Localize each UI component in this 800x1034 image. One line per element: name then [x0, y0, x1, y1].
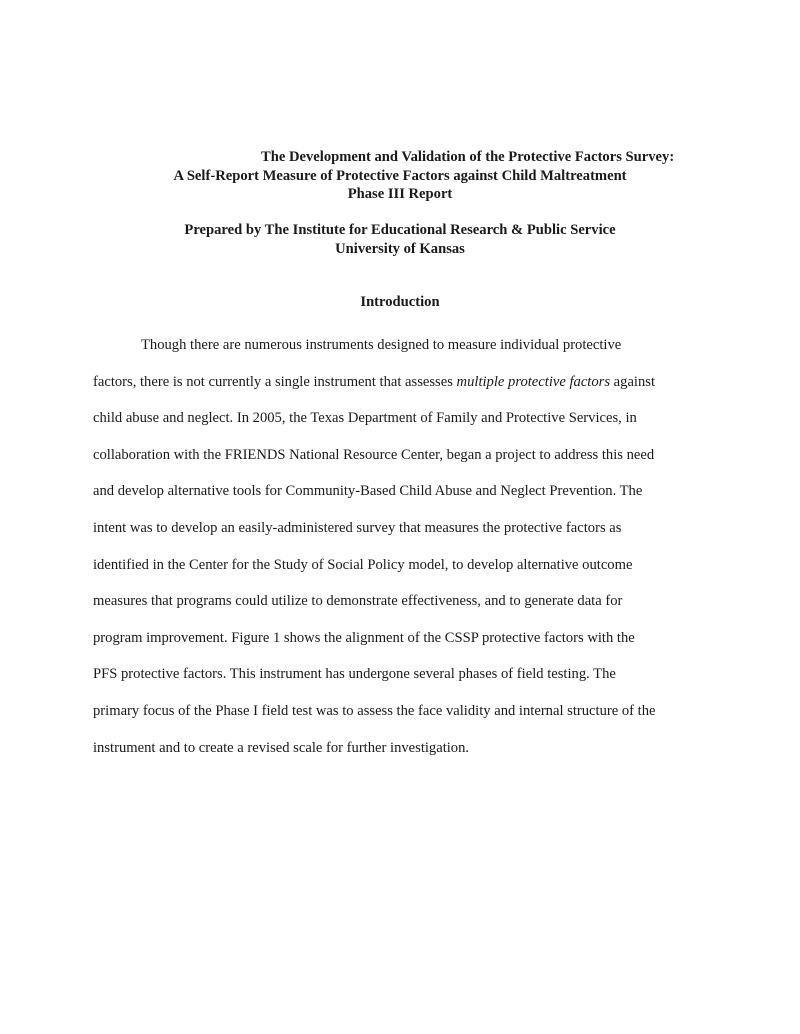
paragraph-line: instrument and to create a revised scale for further investigation. — [93, 739, 470, 756]
paragraph-line: primary focus of the Phase I field test was to assess the face validity and internal structure of the — [93, 702, 656, 719]
title-line: Phase III Report — [347, 186, 453, 203]
title-line: A Self-Report Measure of Protective Factors against Child Maltreatment — [173, 167, 627, 184]
paragraph-line: child abuse and neglect. In 2005, the Texas Department of Family and Protective Services, in — [93, 410, 637, 427]
paragraph-line: PFS protective factors. This instrument has undergone several phases of field testing. The — [93, 666, 616, 683]
prepared-by — [0, 221, 800, 258]
paragraph-line: Though there are numerous instruments designed to measure individual protective — [141, 337, 622, 353]
section-heading: Introduction — [360, 294, 440, 310]
institution-line: University of Kansas — [335, 240, 465, 257]
paragraph-text: against — [610, 373, 656, 390]
paragraph-text: factors, there is not currently a single instrument that assesses — [93, 373, 457, 390]
title-line: The Development and Validation of the Protective Factors Survey: — [261, 149, 675, 165]
paragraph-line: measures that programs could utilize to demonstrate effectiveness, and to generate data for — [93, 593, 623, 610]
paragraph-line: program improvement. Figure 1 shows the alignment of the CSSP protective factors with the — [93, 629, 635, 646]
paragraph-line: intent was to develop an easily-administered survey that measures the protective factors as — [93, 519, 622, 536]
introduction-paragraph — [93, 327, 733, 766]
document-title — [0, 148, 800, 204]
paragraph-line: and develop alternative tools for Community-Based Child Abuse and Neglect Prevention. The — [93, 483, 643, 500]
prepared-by-line: Prepared by The Institute for Educational Research & Public Service — [184, 222, 616, 238]
emphasis-text: multiple protective factors — [456, 373, 611, 390]
paragraph-line — [93, 364, 733, 401]
paragraph-line: identified in the Center for the Study of Social Policy model, to develop alternative outcome — [93, 556, 633, 573]
paragraph-line: collaboration with the FRIENDS National Resource Center, began a project to address this need — [93, 446, 655, 463]
